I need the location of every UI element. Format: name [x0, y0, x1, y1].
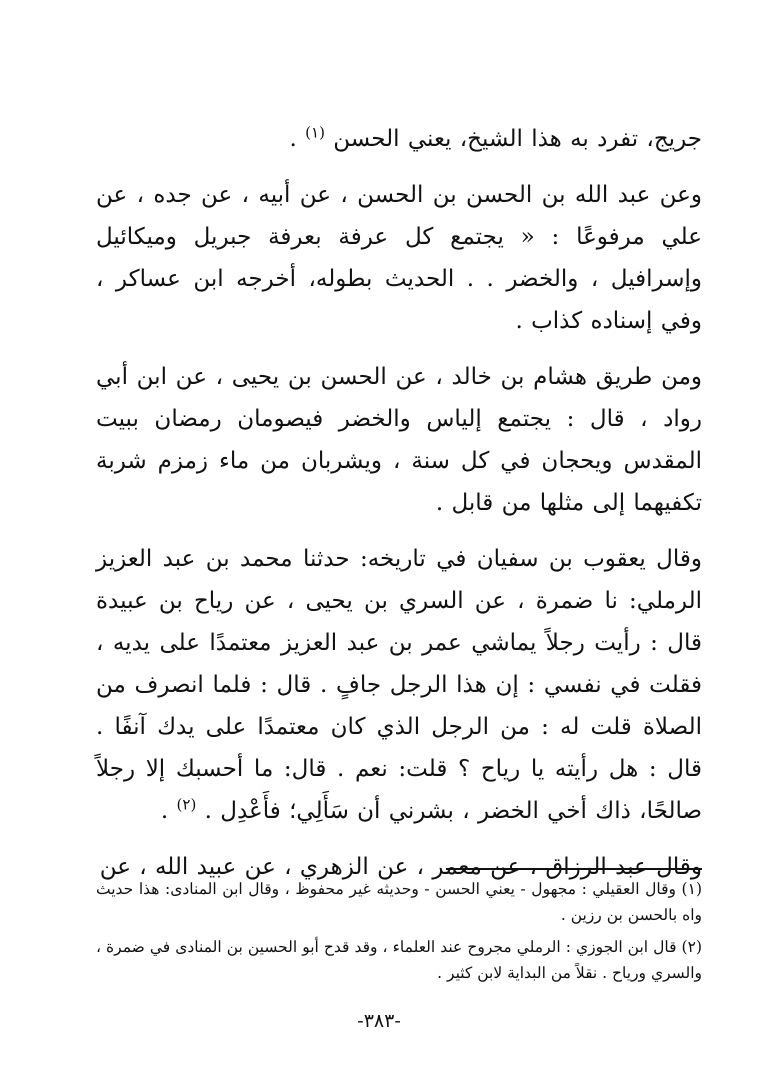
main-text: [96, 118, 702, 888]
paragraph-3: [96, 356, 702, 524]
paragraph-1: [96, 118, 702, 160]
paragraph-3-text: ومن طريق هشام بن خالد ، عن الحسن بن يحيى ، عن ابن أبي رواد ، قال : يجتمع إلياس والخضر فيصومان رمضان ببيت المقدس ويحجان في كل سنة ، ويشربان من ماء زمزم شربة تكفيهما إلى مثلها من قابل .: [96, 364, 702, 516]
footnote-divider: [446, 868, 702, 870]
paragraph-4: [96, 538, 702, 832]
paragraph-4-text: وقال يعقوب بن سفيان في تاريخه: حدثنا محمد بن عبد العزيز الرملي: نا ضمرة ، عن السري بن يحيى ، عن رياح بن عبيدة قال : رأيت رجلاً يماشي عمر بن عبد العزيز معتمدًا على يديه ، فقلت في نفسي : إن هذا الرجل جافٍ . قال : فلما انصرف من الصلاة قلت له : من الرجل الذي كان معتمدًا على يدك آنفًا . قال : هل رأيته يا رياح ؟ قلت: نعم . قال: ما أحسبك إلا رجلاً صالحًا، ذاك أخي الخضر ، بشرني أن سَأَلِي؛ فأَعْدِل .: [96, 546, 702, 824]
paragraph-2-text: وعن عبد الله بن الحسن بن الحسن ، عن أبيه ، عن جده ، عن علي مرفوعًا : « يجتمع كل عرفة بعرفة جبريل وميكائيل وإسرافيل ، والخضر . . الحديث بطوله، أخرجه ابن عساكر ، وفي إسناده كذاب .: [96, 182, 702, 334]
footnotes: [96, 876, 702, 986]
paragraph-1-tail: .: [289, 126, 306, 152]
paragraph-2: [96, 174, 702, 342]
paragraph-4-tail: .: [160, 798, 177, 824]
page-number: -٣٨٣-: [357, 1010, 401, 1032]
paragraph-5-text: وقال عبد الرزاق ، عن معمر ، عن الزهري ، عن عبيد الله ، عن: [99, 854, 702, 880]
footnote-2: (٢) قال ابن الجوزي : الرملي مجروح عند العلماء ، وقد قدح أبو الحسين بن المنادى في ضمرة ، والسري ورياح . نقلاً من البداية لابن كثير .: [96, 938, 702, 982]
footnote-1: (١) وقال العقيلي : مجهول - يعني الحسن - وحديثه غير محفوظ ، وقال ابن المنادى: هذا حديث واه بالحسن بن رزين .: [96, 880, 702, 924]
footnote-ref-2: (٢): [176, 795, 197, 814]
paragraph-1-text: جريج، تفرد به هذا الشيخ، يعني الحسن: [333, 126, 702, 152]
footnote-ref-1: (١): [305, 123, 325, 142]
